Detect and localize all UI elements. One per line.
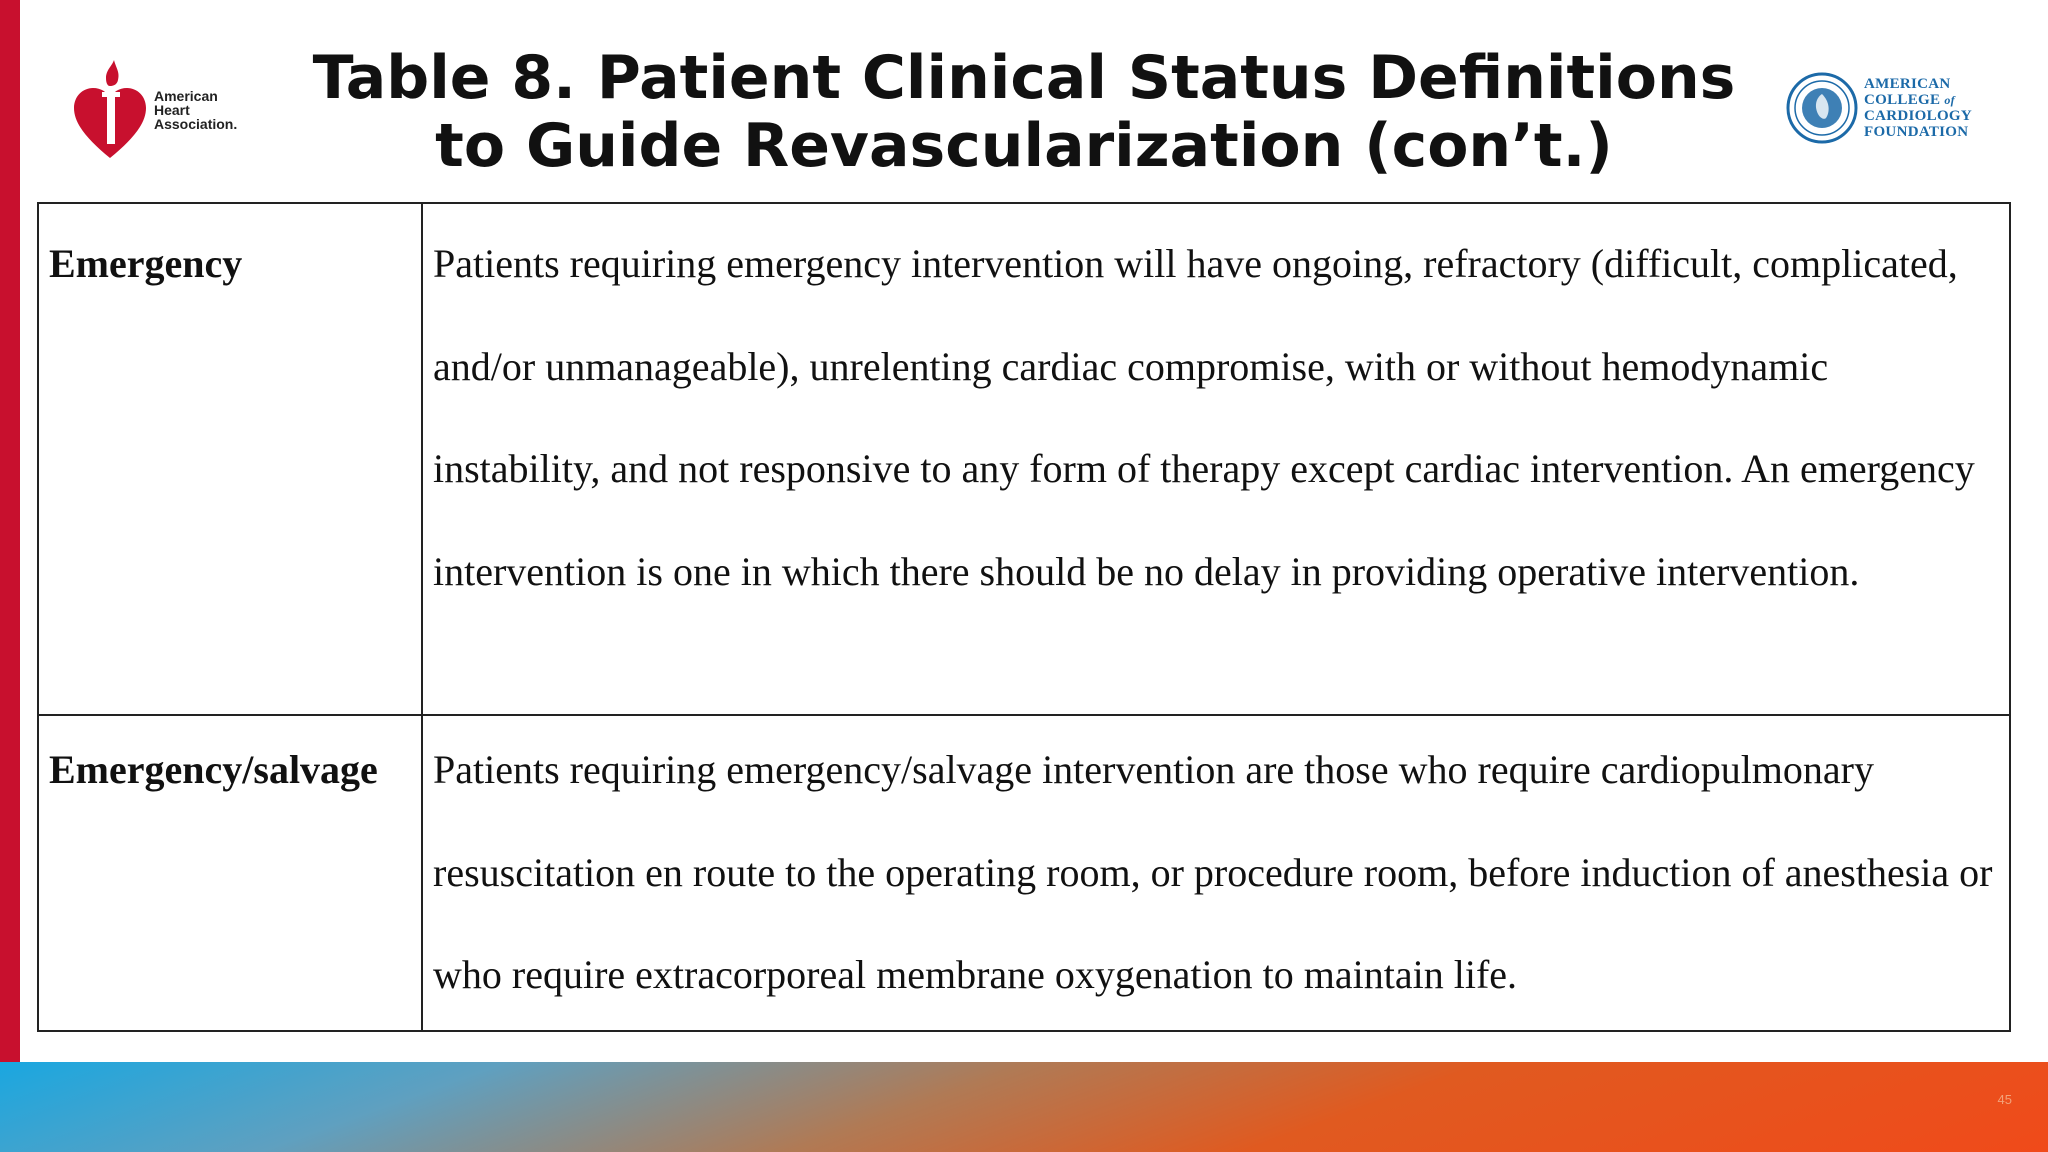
acc-logo [1786,68,1986,148]
aha-logo-line3: Association. [154,116,238,132]
slide-title-line2: to Guide Revascularization (con’t.) [435,111,1613,181]
acc-seal-icon [1786,72,1858,144]
definition-cell [422,715,2010,1031]
aha-logo [70,58,260,162]
slide-number: 45 [1997,1092,2012,1107]
acc-logo-line4: FOUNDATION [1864,124,1969,140]
footer-gradient-bar [0,1062,2048,1152]
acc-logo-line2: COLLEGE [1864,92,1941,108]
acc-logo-line1: AMERICAN [1864,76,1951,92]
term-cell: Emergency [38,203,422,715]
table-row [38,203,2010,715]
slide-title [300,44,1748,180]
table-row [38,715,2010,1031]
definition-cell [422,203,2010,715]
left-red-stripe [0,0,20,1062]
definition-text: Patients requiring emergency intervention will have ongoing, refractory (difficult, complicated, and/or unmanageable), unrelenting cardiac compromise, with or without hemodynamic instability, and not responsive to any form of therapy except cardiac intervention. An emergency intervention is one in which there should be no delay in providing operative intervention. [433,241,1975,594]
aha-logo-line1: American [154,88,218,104]
definitions-table [37,202,2011,1032]
definition-text: Patients requiring emergency/salvage intervention are those who require cardiopulmonary resuscitation en route to the operating room, or procedure room, before induction of anesthesia or who require extracorporeal membrane oxygenation to maintain life. [433,747,1993,997]
term-cell: Emergency/salvage [38,715,422,1031]
heart-torch-icon [70,58,150,162]
acc-logo-line3: CARDIOLOGY [1864,108,1973,124]
acc-logo-of: of [1944,93,1955,107]
aha-logo-line2: Heart [154,102,190,118]
slide-title-line1: Table 8. Patient Clinical Status Definitions [312,43,1736,113]
